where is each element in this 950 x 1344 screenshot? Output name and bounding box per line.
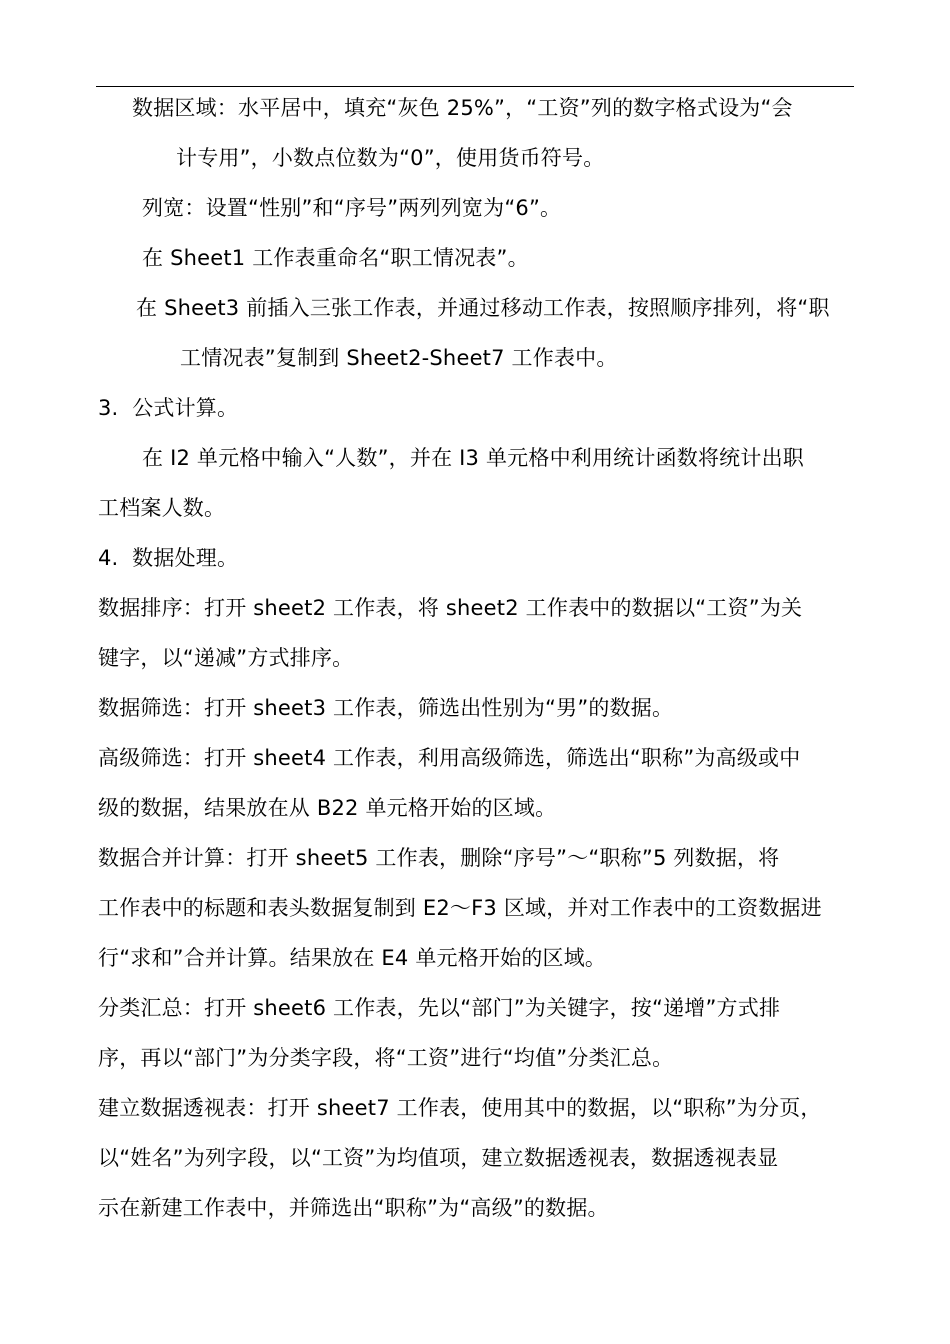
text-line: 以“姓名”为列字段，以“工资”为均值项，建立数据透视表，数据透视表显 — [98, 1146, 779, 1170]
text-line: 序，再以“部门”为分类字段，将“工资”进行“均值”分类汇总。 — [98, 1046, 674, 1070]
text-line: 行“求和”合并计算。结果放在 E4 单元格开始的区域。 — [98, 946, 607, 970]
text-line: 工档案人数。 — [98, 496, 226, 520]
header-rule — [96, 86, 854, 87]
section-heading: 3. 公式计算。 — [98, 396, 239, 420]
text-line: 键字，以“递减”方式排序。 — [98, 646, 354, 670]
text-line: 高级筛选：打开 sheet4 工作表，利用高级筛选，筛选出“职称”为高级或中 — [98, 746, 801, 770]
text-line: 数据排序：打开 sheet2 工作表，将 sheet2 工作表中的数据以“工资”为关 — [98, 596, 803, 620]
text-line: 列宽：设置“性别”和“序号”两列列宽为“6”。 — [142, 196, 562, 220]
text-line: 在 Sheet3 前插入三张工作表，并通过移动工作表，按照顺序排列，将“职 — [136, 296, 830, 320]
text-line: 计专用”，小数点位数为“0”，使用货币符号。 — [176, 146, 605, 170]
text-line: 数据筛选：打开 sheet3 工作表，筛选出性别为“男”的数据。 — [98, 696, 674, 720]
section-heading: 4. 数据处理。 — [98, 546, 239, 570]
text-line: 示在新建工作表中，并筛选出“职称”为“高级”的数据。 — [98, 1196, 609, 1220]
text-line: 数据合并计算：打开 sheet5 工作表，删除“序号”～“职称”5 列数据，将 — [98, 846, 780, 870]
text-line: 建立数据透视表：打开 sheet7 工作表，使用其中的数据，以“职称”为分页， — [98, 1096, 822, 1120]
text-line: 在 I2 单元格中输入“人数”，并在 I3 单元格中利用统计函数将统计出职 — [142, 446, 804, 470]
text-line: 分类汇总：打开 sheet6 工作表，先以“部门”为关键字，按“递增”方式排 — [98, 996, 781, 1020]
text-line: 数据区域：水平居中，填充“灰色 25%”，“工资”列的数字格式设为“会 — [132, 96, 793, 120]
text-line: 工情况表”复制到 Sheet2-Sheet7 工作表中。 — [180, 346, 618, 370]
text-line: 工作表中的标题和表头数据复制到 E2～F3 区域，并对工作表中的工资数据进 — [98, 896, 822, 920]
text-line: 级的数据，结果放在从 B22 单元格开始的区域。 — [98, 796, 557, 820]
text-line: 在 Sheet1 工作表重命名“职工情况表”。 — [142, 246, 529, 270]
